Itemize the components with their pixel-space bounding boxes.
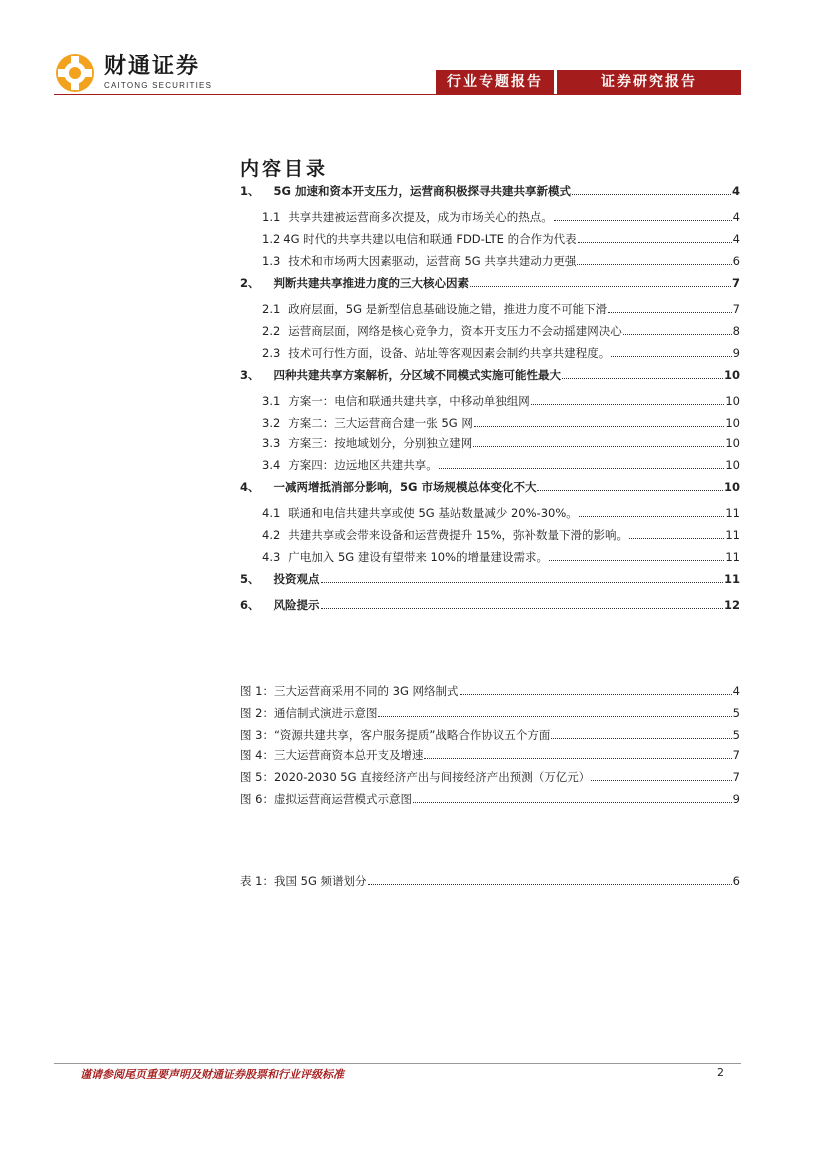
toc-entry[interactable]: 4.3 广电加入 5G 建设有望带来 10%的增量建设需求。 11 — [262, 550, 740, 564]
toc-entry[interactable]: 2.3 技术可行性方面，设备、站址等客观因素会制约共享共建程度。 9 — [262, 346, 740, 360]
toc-entry[interactable]: 2.2 运营商层面，网络是核心竞争力，资本开支压力不会动摇建网决心 8 — [262, 324, 740, 338]
toc-entry[interactable]: 3.3 方案三：按地域划分，分别独立建网 10 — [262, 436, 740, 450]
footer-disclaimer: 谨请参阅尾页重要声明及财通证券股票和行业评级标准 — [80, 1068, 344, 1081]
toc-entry[interactable]: 1.1 共享共建被运营商多次提及，成为市场关心的热点。 4 — [262, 210, 740, 224]
toc-entry[interactable]: 4.2 共建共享或会带来设备和运营费提升 15%，弥补数量下滑的影响。 11 — [262, 528, 740, 542]
header-divider — [54, 94, 741, 95]
toc-entry[interactable]: 4.1 联通和电信共建共享或使 5G 基站数量减少 20%-30%。 11 — [262, 506, 740, 520]
logo-english-name: CAITONG SECURITIES — [104, 81, 213, 90]
figure-list-entry[interactable]: 图 2：通信制式演进示意图 5 — [240, 706, 740, 720]
logo-chinese-name: 财通证券 — [104, 54, 201, 79]
toc-entry[interactable]: 2、 判断共建共享推进力度的三大核心因素 7 — [240, 276, 740, 290]
caitong-logo-icon — [54, 52, 96, 94]
page-number: 2 — [717, 1066, 724, 1079]
figure-list-entry[interactable]: 图 5：2020-2030 5G 直接经济产出与间接经济产出预测（万亿元） 7 — [240, 770, 740, 784]
figure-list-entry[interactable]: 图 4：三大运营商资本总开支及增速 7 — [240, 748, 740, 762]
toc-entry[interactable]: 3.1 方案一：电信和联通共建共享，中移动单独组网 10 — [262, 394, 740, 408]
report-type-tag: 行业专题报告 — [436, 70, 554, 94]
toc-entry[interactable]: 3.4 方案四：边远地区共建共享。 10 — [262, 458, 740, 472]
toc-entry[interactable]: 1、 5G 加速和资本开支压力，运营商积极探寻共建共享新模式 4 — [240, 184, 740, 198]
table-list-entry[interactable]: 表 1：我国 5G 频谱划分 6 — [240, 874, 740, 888]
toc-title: 内容目录 — [240, 158, 329, 180]
figure-list-entry[interactable]: 图 6：虚拟运营商运营模式示意图 9 — [240, 792, 740, 806]
toc-entry[interactable]: 4、 一减两增抵消部分影响，5G 市场规模总体变化不大 10 — [240, 480, 740, 494]
toc-entry[interactable]: 5、 投资观点 11 — [240, 572, 740, 586]
toc-entry[interactable]: 1.3 技术和市场两大因素驱动，运营商 5G 共享共建动力更强 6 — [262, 254, 740, 268]
toc-entry[interactable]: 3、 四种共建共享方案解析，分区域不同模式实施可能性最大 10 — [240, 368, 740, 382]
toc-entry[interactable]: 1.2 4G 时代的共享共建以电信和联通 FDD-LTE 的合作为代表 4 — [262, 232, 740, 246]
toc-entry[interactable]: 3.2 方案二：三大运营商合建一张 5G 网 10 — [262, 416, 740, 430]
footer-divider — [54, 1063, 741, 1064]
report-category-tag: 证券研究报告 — [557, 70, 741, 94]
toc-entry[interactable]: 6、 风险提示 12 — [240, 598, 740, 612]
toc-entry[interactable]: 2.1 政府层面，5G 是新型信息基础设施之错，推进力度不可能下滑 7 — [262, 302, 740, 316]
figure-list-entry[interactable]: 图 1：三大运营商采用不同的 3G 网络制式 4 — [240, 684, 740, 698]
figure-list-entry[interactable]: 图 3：“资源共建共享，客户服务提质”战略合作协议五个方面 5 — [240, 728, 740, 742]
